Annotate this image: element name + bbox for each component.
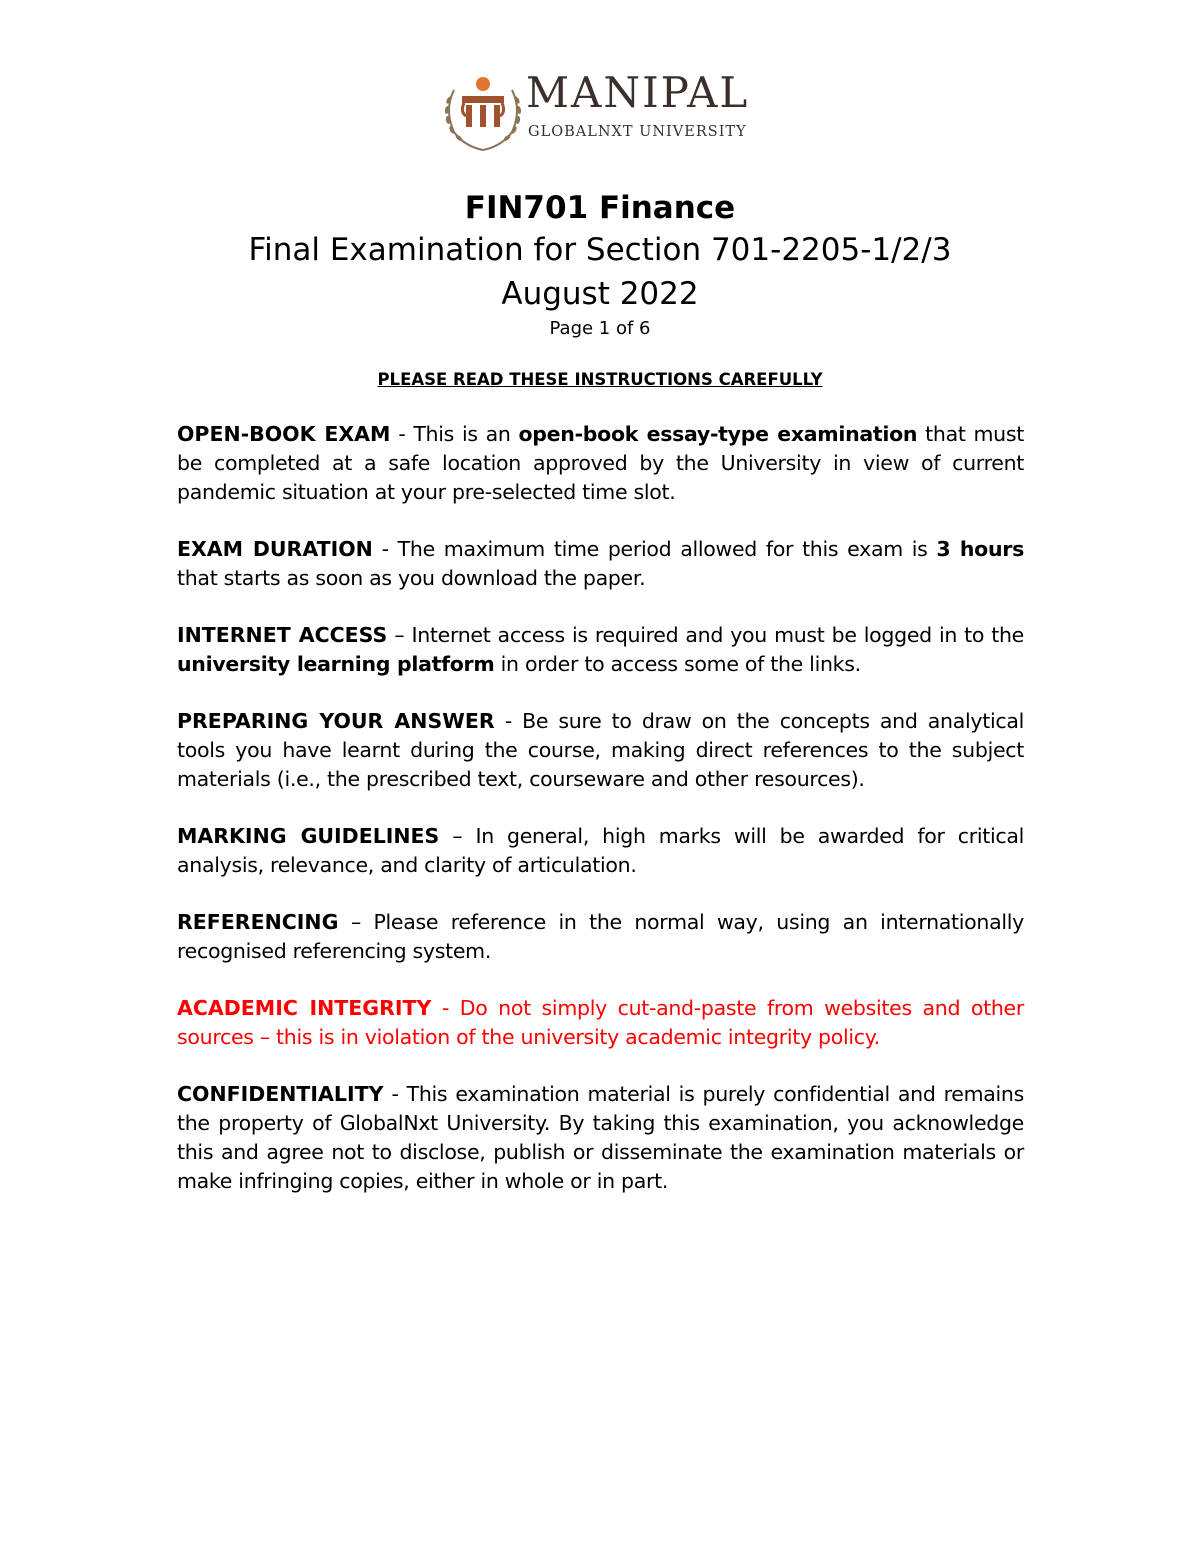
manipal-emblem-icon [440, 70, 526, 156]
logo-subtitle: GLOBALNXT UNIVERSITY [528, 124, 747, 140]
section-label: INTERNET ACCESS [177, 623, 388, 647]
confidentiality-paragraph [177, 1080, 1024, 1196]
open-book-paragraph [177, 420, 1024, 507]
exam-header [0, 188, 1200, 342]
section-label: REFERENCING [177, 910, 339, 934]
section-text: - Do not simply cut-and-paste from websites and other sources – this is in violation of the university academic integrity policy. [177, 996, 1024, 1049]
exam-duration-paragraph [177, 535, 1024, 593]
instructions-body [177, 420, 1024, 1224]
referencing-paragraph [177, 908, 1024, 966]
section-label: OPEN-BOOK EXAM [177, 422, 391, 446]
section-text: – Internet access is required and you must be logged in to the [387, 623, 1024, 647]
instructions-heading: PLEASE READ THESE INSTRUCTIONS CAREFULLY [377, 370, 823, 389]
section-text: that starts as soon as you download the paper. [177, 566, 646, 590]
section-text: - Be sure to draw on the concepts and analytical tools you have learnt during the course, making direct references to the subject materials (i.e., the prescribed text, courseware and other resources). [177, 709, 1024, 791]
preparing-answer-paragraph [177, 707, 1024, 794]
exam-title: Final Examination for Section 701-2205-1/2/3 [248, 232, 952, 268]
internet-access-paragraph [177, 621, 1024, 679]
academic-integrity-paragraph [177, 994, 1024, 1052]
emphasis-text: open-book essay-type examination [518, 422, 918, 446]
section-label: CONFIDENTIALITY [177, 1082, 384, 1106]
logo-wordmark: MANIPAL [526, 68, 750, 117]
section-label: ACADEMIC INTEGRITY [177, 996, 432, 1020]
course-title: FIN701 Finance [464, 190, 736, 226]
university-logo [440, 70, 770, 160]
page-number: Page 1 of 6 [549, 318, 651, 339]
section-label: PREPARING YOUR ANSWER [177, 709, 495, 733]
section-text: - The maximum time period allowed for this exam is [372, 537, 937, 561]
exam-date: August 2022 [501, 276, 699, 312]
section-text: that must be completed at a safe location approved by the University in view of current pandemic situation at your pre-selected time slot. [177, 422, 1024, 504]
section-label: MARKING GUIDELINES [177, 824, 440, 848]
section-text: – Please reference in the normal way, using an internationally recognised referencing system. [177, 910, 1024, 963]
section-text: – In general, high marks will be awarded for critical analysis, relevance, and clarity of articulation. [177, 824, 1025, 877]
section-label: EXAM DURATION [177, 537, 373, 561]
emphasis-text: university learning platform [177, 652, 495, 676]
marking-guidelines-paragraph [177, 822, 1024, 880]
section-text: - This examination material is purely confidential and remains the property of GlobalNxt University. By taking this examination, you acknowledge this and agree not to disclose, publish or disseminate the examination materials or make infringing copies, either in whole or in part. [177, 1082, 1024, 1193]
section-text: in order to access some of the links. [494, 652, 861, 676]
section-text: - This is an [390, 422, 519, 446]
emphasis-text: 3 hours [936, 537, 1024, 561]
